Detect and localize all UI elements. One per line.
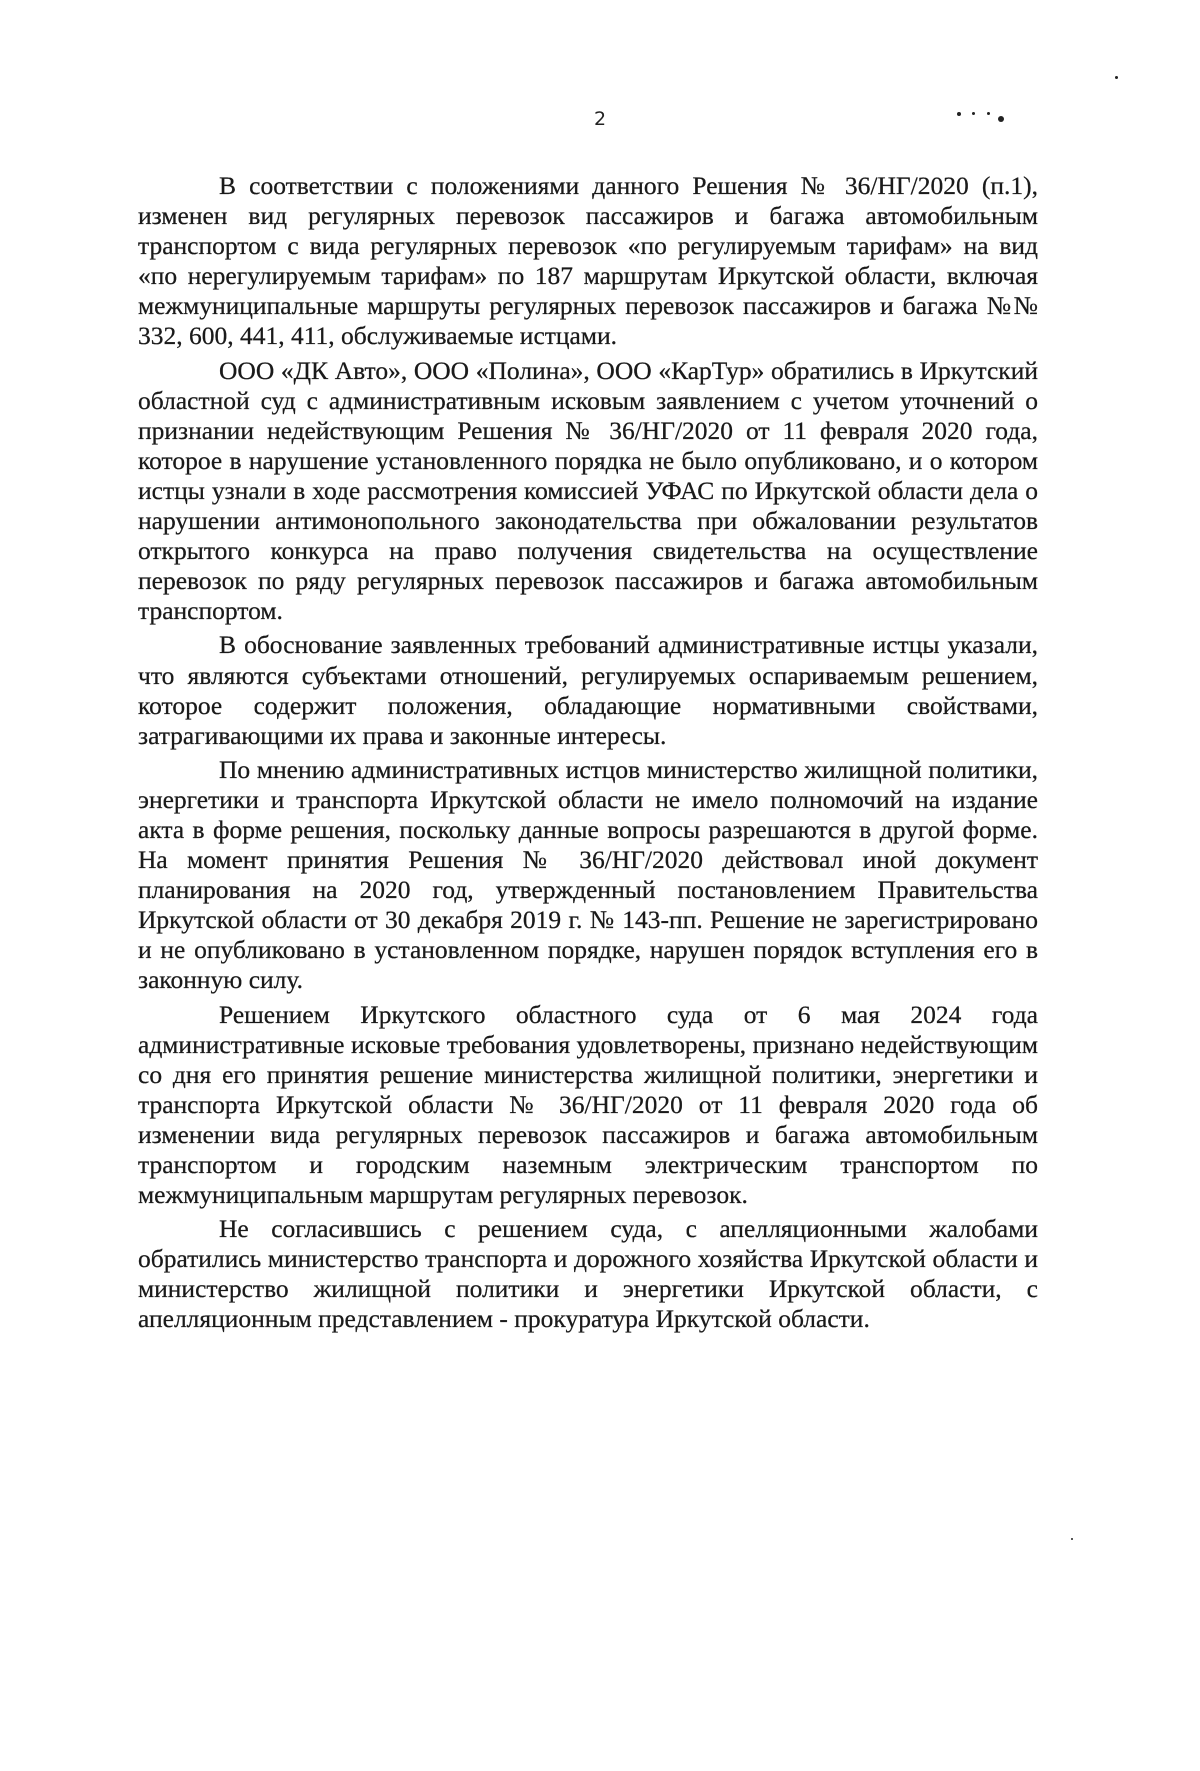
page-number: 2	[593, 108, 607, 130]
scan-speck	[998, 116, 1004, 122]
scan-speck	[1071, 1538, 1073, 1540]
paragraph: ООО «ДК Авто», ООО «Полина», ООО «КарТур» обратились в Иркутский областной суд с административным исковым заявлением с учетом уточнений о признании недействующим Решения № 36/НГ/2020 от 11 февраля 2020 года, которое в нарушение установленного порядка не было опубликовано, и о котором истцы узнали в ходе рассмотрения комиссией УФАС по Иркутской области дела о нарушении антимонопольного законодательства при обжаловании результатов открытого конкурса на право получения свидетельства на осуществление перевозок по ряду регулярных перевозок пассажиров и багажа автомобильным транспортом.	[138, 355, 1038, 626]
scan-speck	[972, 112, 975, 115]
paragraph: В соответствии с положениями данного Решения № 36/НГ/2020 (п.1), изменен вид регулярных перевозок пассажиров и багажа автомобильным транспортом с вида регулярных перевозок «по регулируемым тарифам» на вид «по нерегулируемым тарифам» по 187 маршрутам Иркутской области, включая межмуниципальные маршруты регулярных перевозок пассажиров и багажа №№ 332, 600, 441, 411, обслуживаемые истцами.	[138, 171, 1038, 351]
paragraph: По мнению административных истцов министерство жилищной политики, энергетики и транспорта Иркутской области не имело полномочий на издание акта в форме решения, поскольку данные вопросы разрешаются в другой форме. На момент принятия Решения № 36/НГ/2020 действовал иной документ планирования на 2020 год, утвержденный постановлением Правительства Иркутской области от 30 декабря 2019 г. № 143-пп. Решение не зарегистрировано и не опубликовано в установленном порядке, нарушен порядок вступления его в законную силу.	[138, 754, 1038, 995]
scan-speck	[987, 112, 990, 115]
paragraph: Решением Иркутского областного суда от 6 мая 2024 года административные исковые требования удовлетворены, признано недействующим со дня его принятия решение министерства жилищной политики, энергетики и транспорта Иркутской области № 36/НГ/2020 от 11 февраля 2020 года об изменении вида регулярных перевозок пассажиров и багажа автомобильным транспортом и городским наземным электрическим транспортом по межмуниципальным маршрутам регулярных перевозок.	[138, 999, 1038, 1210]
scan-speck	[1115, 76, 1118, 79]
scan-speck	[957, 112, 961, 116]
document-body	[138, 171, 1038, 1335]
paragraph: В обоснование заявленных требований административные истцы указали, что являются субъектами отношений, регулируемых оспариваемым решением, которое содержит положения, обладающие нормативными свойствами, затрагивающими их права и законные интересы.	[138, 630, 1038, 750]
paragraph: Не согласившись с решением суда, с апелляционными жалобами обратились министерство транспорта и дорожного хозяйства Иркутской области и министерство жилищной политики и энергетики Иркутской области, с апелляционным представлением - прокуратура Иркутской области.	[138, 1214, 1038, 1334]
